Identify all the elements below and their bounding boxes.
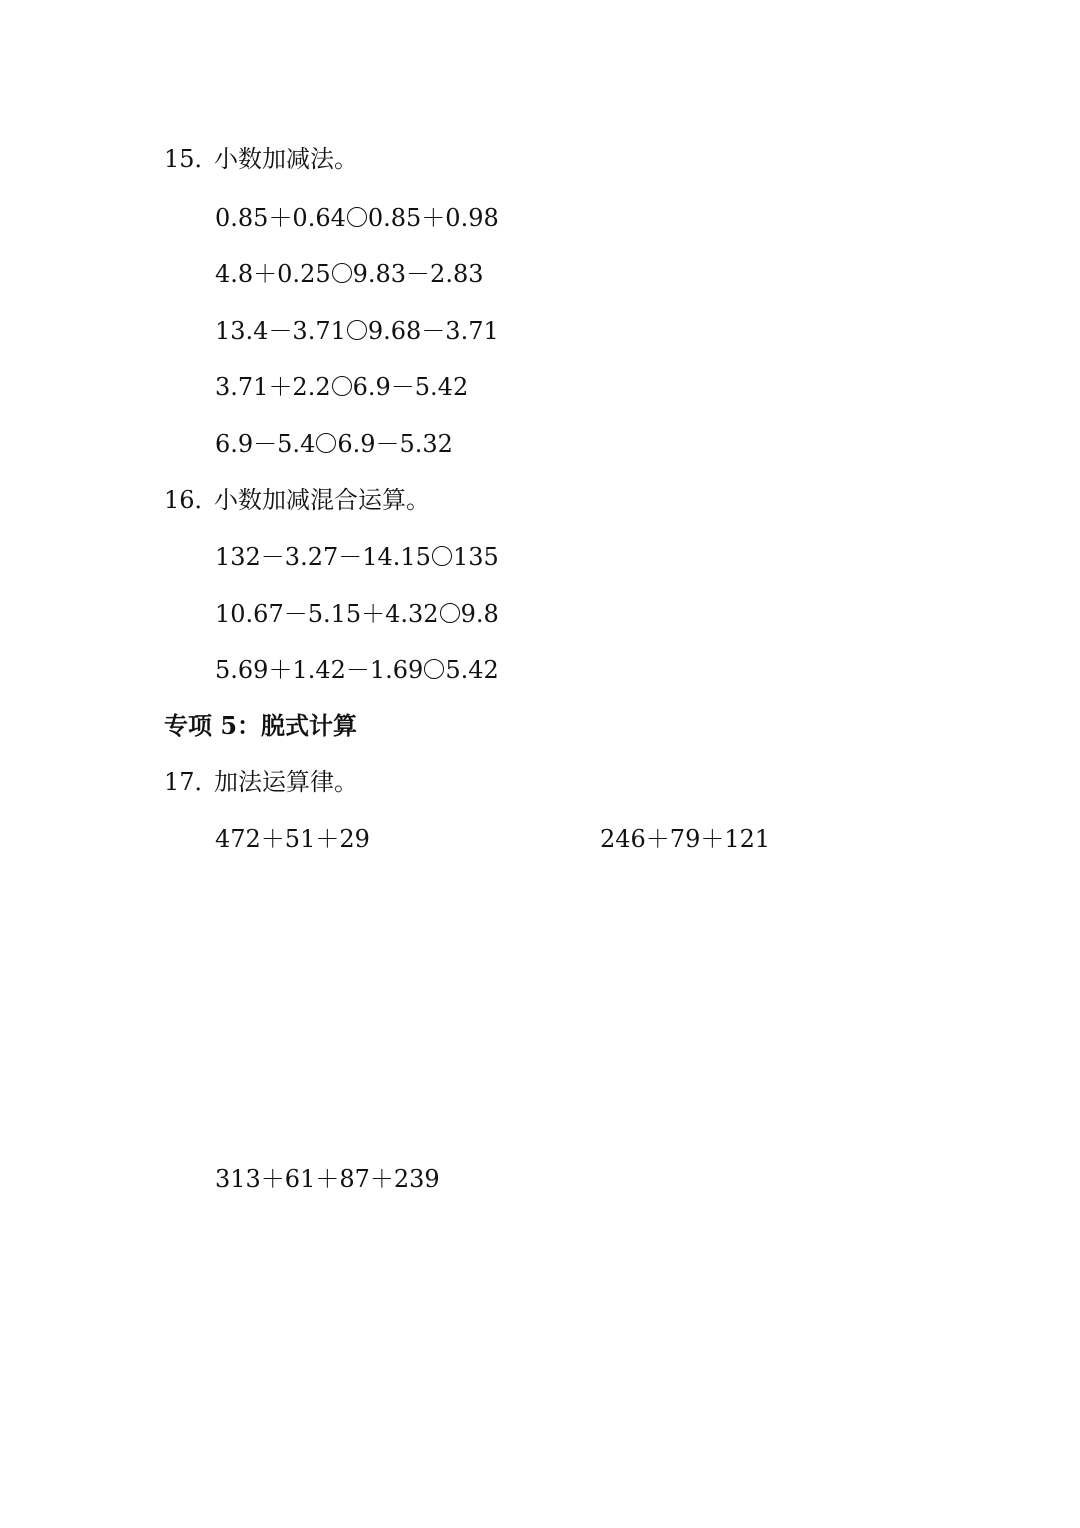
expression-right: 9.68－3.71 (367, 317, 499, 345)
answer-circle[interactable] (316, 433, 336, 453)
expression-left: 13.4－3.71 (215, 317, 346, 345)
question-title-text: 加法运算律。 (214, 768, 358, 796)
answer-circle[interactable] (347, 207, 367, 227)
comparison-item (215, 258, 483, 290)
answer-circle[interactable] (432, 546, 452, 566)
comparison-item (215, 315, 499, 347)
answer-circle[interactable] (332, 376, 352, 396)
question-15-title (164, 143, 358, 175)
answer-circle[interactable] (440, 603, 460, 623)
question-17-title (164, 766, 358, 798)
comparison-item (215, 371, 468, 403)
expression-left: 3.71＋2.2 (215, 373, 331, 401)
question-title-text: 小数加减混合运算。 (214, 486, 430, 514)
question-title-text: 小数加减法。 (214, 145, 358, 173)
expression-left: 4.8＋0.25 (215, 260, 331, 288)
expression-right: 6.9－5.32 (337, 430, 453, 458)
question-16-title (164, 484, 430, 516)
calculation-problem: 313＋61＋87＋239 (215, 1165, 440, 1193)
expression-left: 0.85＋0.64 (215, 204, 346, 232)
comparison-item (215, 541, 499, 573)
question-number: 15． (164, 145, 219, 173)
expression-left: 10.67－5.15＋4.32 (215, 600, 439, 628)
expression-right: 135 (452, 543, 499, 571)
calculation-problem: 246＋79＋121 (600, 825, 771, 853)
comparison-item (215, 654, 499, 686)
comparison-item (215, 202, 499, 234)
answer-circle[interactable] (424, 659, 444, 679)
calculation-problem: 472＋51＋29 (215, 825, 370, 853)
answer-circle[interactable] (332, 263, 352, 283)
expression-right: 9.83－2.83 (352, 260, 484, 288)
comparison-item (215, 428, 453, 460)
expression-left: 6.9－5.4 (215, 430, 316, 458)
expression-left: 5.69＋1.42－1.69 (215, 656, 424, 684)
question-number: 17． (164, 768, 219, 796)
answer-circle[interactable] (347, 320, 367, 340)
expression-right: 9.8 (460, 600, 499, 628)
expression-right: 5.42 (445, 656, 499, 684)
question-number: 16． (164, 486, 219, 514)
comparison-item (215, 598, 499, 630)
section-heading: 专项 5：脱式计算 (164, 711, 358, 740)
expression-right: 0.85＋0.98 (367, 204, 499, 232)
expression-left: 132－3.27－14.15 (215, 543, 431, 571)
expression-right: 6.9－5.42 (352, 373, 469, 401)
